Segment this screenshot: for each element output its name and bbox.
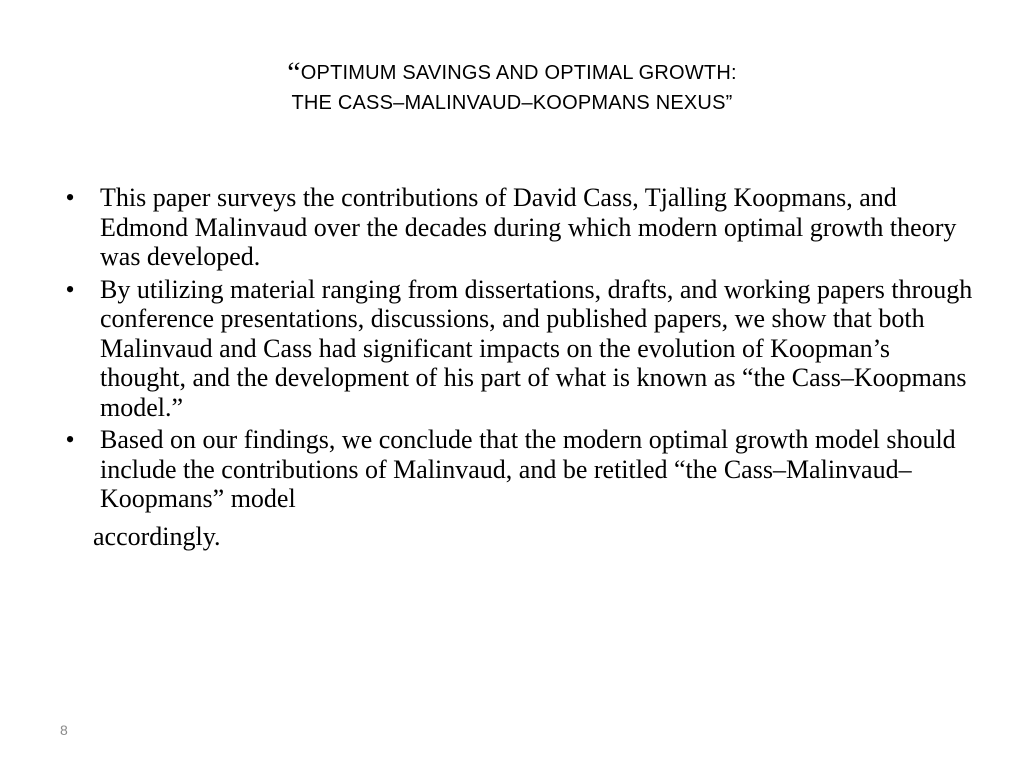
slide-title [0,58,1024,118]
page-number: 8 [60,722,68,738]
bullet-item [60,275,980,423]
title-line-1 [0,58,1024,88]
continuation-text: accordingly. [93,521,221,551]
title-line-2: THE CASS–MALINVAUD–KOOPMANS NEXUS” [291,92,733,114]
bullet-icon: • [65,183,75,212]
bullet-list [60,183,980,514]
bullet-item [60,425,980,514]
bullet-item [60,183,980,272]
bullet-text: Based on our findings, we conclude that the modern optimal growth model should include the contributions of Malinvaud, and be retitled “the Cass–Malinvaud–Koopmans” model [100,425,956,513]
slide-body [60,183,980,551]
bullet-icon: • [65,274,75,304]
bullet-text: By utilizing material ranging from dissertations, drafts, and working papers through conference presentations, discussions, and published papers, we show that both Malinvaud and Cass had significant impacts on the evolution of Koopman’s thought, and the development of his part of what is known as “the Cass–Koopmans model.” [100,274,973,422]
bullet-text: This paper surveys the contributions of David Cass, Tjalling Koopmans, and Edmond Malinvaud over the decades during which modern optimal growth theory was developed. [100,183,957,271]
bullet-icon: • [65,425,75,454]
title-open-quote: “ [287,56,301,89]
title-line-1-text: OPTIMUM SAVINGS AND OPTIMAL GROWTH: [300,62,737,84]
